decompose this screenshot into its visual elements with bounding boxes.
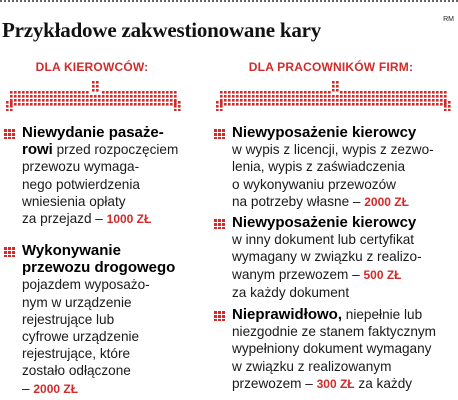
entry-text-line: wniesienia opłaty [22, 193, 126, 209]
dots-bullet-icon [214, 219, 225, 229]
entry-text-line: nym w urządzenie [22, 294, 132, 310]
entry-text-line: cyfrowe urządzenie [22, 329, 140, 345]
fine-amount: 500 ZŁ [363, 267, 402, 282]
entry-title-line: Niewyposażenie kierowcy [232, 214, 417, 231]
entry-title-line: Wykonywanie [22, 242, 121, 259]
entry-text-line: za przejazd – [22, 211, 103, 227]
entry-text-line: rejestrujące lub [22, 311, 115, 327]
brace-right-decoration [216, 81, 452, 111]
entry-text-line: za każdy dokument [232, 284, 350, 300]
entry-title-line: Niewydanie pasaże- [22, 124, 164, 141]
column-heading-drivers: DLA KIEROWCÓW: [35, 60, 149, 74]
entry-driver-recorder [4, 242, 194, 398]
source-label: RM [443, 16, 454, 23]
entry-text-line: rejestrujące, które [22, 346, 131, 362]
entry-text-line: pojazdem wyposażo- [22, 277, 150, 293]
entry-text-line: przewozem – [232, 375, 313, 391]
entry-text-line: wanym przewozem – [232, 266, 360, 282]
entry-text-line: przed rozpoczęciem [56, 142, 179, 158]
entry-text-line: w wypis z licencji, wypis z zezwo- [232, 142, 434, 158]
entry-title-line: Nieprawidłowo, [232, 306, 343, 323]
entry-employee-document [214, 214, 454, 301]
entry-text-line: przewozu wymaga- [22, 159, 140, 175]
fine-amount: 2000 ZŁ [33, 381, 79, 396]
entry-text-line: o wykonywaniu przewozów [232, 176, 396, 192]
entry-text-line: niezgodnie ze stanem faktycznym [232, 324, 437, 340]
entry-text-line: – [22, 380, 30, 396]
page-title: Przykładowe zakwestionowane kary [2, 18, 322, 42]
entry-text-line: niepełnie lub [345, 307, 423, 322]
dots-bullet-icon [214, 129, 225, 139]
entry-text-line: w inny dokument lub certyfikat [232, 232, 415, 248]
entry-title-line: przewozu drogowego [22, 259, 176, 277]
entry-title-line: Niewyposażenie kierowcy [232, 124, 417, 141]
entry-text-line: wymagany w związku z realizo- [232, 249, 422, 265]
dots-bullet-icon [4, 129, 15, 139]
dots-bullet-icon [4, 247, 15, 257]
column-heading-employees: DLA PRACOWNIKÓW FIRM: [248, 60, 414, 74]
entry-employee-incorrect [214, 306, 454, 393]
entry-text-line: w związku z realizowanym [232, 358, 392, 374]
fine-amount: 300 ZŁ [316, 376, 355, 391]
brace-left-decoration [6, 81, 182, 111]
fine-amount: 1000 ZŁ [106, 212, 152, 227]
entry-driver-ticket [4, 124, 194, 228]
top-dotted-rule [0, 0, 458, 2]
entry-text-line: za każdy [358, 375, 413, 391]
fine-amount: 2000 ZŁ [364, 194, 409, 209]
entry-text-line: wypełniony dokument wymagany [232, 341, 432, 357]
entry-title-line: rowi [22, 141, 53, 159]
dots-bullet-icon [214, 311, 225, 321]
entry-text-line: zostało odłączone [22, 363, 131, 379]
entry-text-line: na potrzeby własne – [232, 193, 361, 209]
entry-text-line: nego potwierdzenia [22, 176, 140, 192]
entry-text-line: lenia, wypis z zaświadczenia [232, 159, 406, 175]
entry-employee-license [214, 124, 454, 211]
